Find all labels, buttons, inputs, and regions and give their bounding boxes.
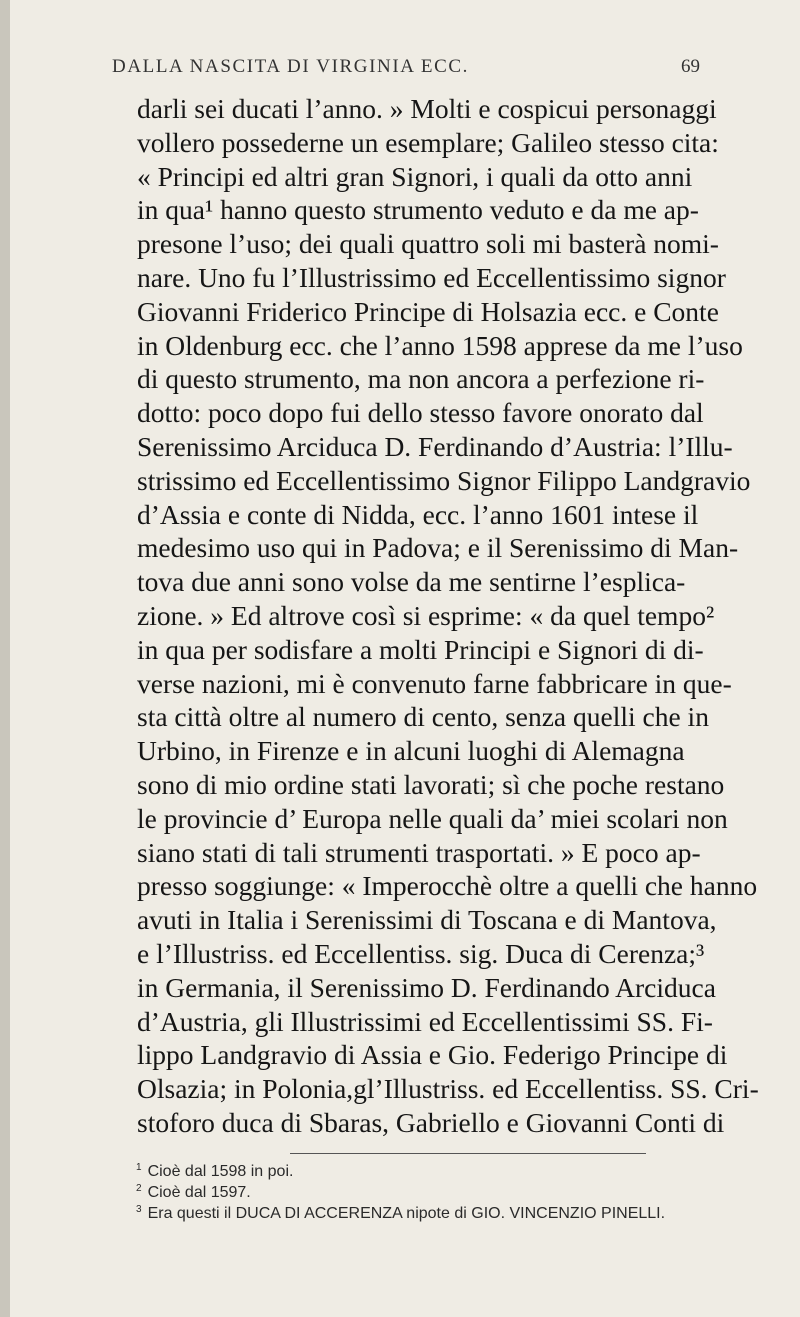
text-line: d’Austria, gli Illustrissimi ed Eccellentissimi SS. Fi- (137, 1005, 713, 1037)
text-line: in qua per sodisfare a molti Principi e Signori di di- (137, 633, 704, 665)
footnote (136, 1199, 796, 1220)
text-line: Olsazia; in Polonia,gl’Illustriss. ed Eccellentiss. SS. Cri- (137, 1073, 759, 1105)
footnote-divider (290, 1153, 646, 1154)
text-line: presone l’uso; dei quali quattro soli mi basterà nomi- (137, 228, 719, 260)
page-number: 69 (681, 56, 700, 77)
running-header (112, 56, 700, 78)
text-line: in Germania, il Serenissimo D. Ferdinando Arciduca (137, 971, 716, 1003)
text-line: zione. » Ed altrove così si esprime: « da quel tempo² (137, 599, 715, 631)
text-line: Serenissimo Arciduca D. Ferdinando d’Austria: l’Illu- (137, 430, 733, 462)
text-line: darli sei ducati l’anno. » Molti e cospicui personaggi (137, 93, 717, 124)
footnote (136, 1157, 796, 1178)
running-title: DALLA NASCITA DI VIRGINIA ECC. (112, 56, 469, 77)
text-line: le provincie d’ Europa nelle quali da’ miei scolari non (137, 802, 728, 834)
text-line: sta città oltre al numero di cento, senza quelli che in (137, 701, 709, 733)
text-line: sono di mio ordine stati lavorati; sì che poche restano (137, 768, 725, 800)
text-line: nare. Uno fu l’Illustrissimo ed Eccellentissimo signor (137, 261, 726, 293)
footnote-text: Cioè dal 1597. (147, 1184, 251, 1201)
text-line: « Principi ed altri gran Signori, i quali da otto anni (137, 160, 693, 192)
text-line: tova due anni sono volse da me sentirne l’esplica- (137, 566, 686, 598)
text-line: Urbino, in Firenze e in alcuni luoghi di Alemagna (137, 735, 685, 767)
footnote-text: Era questi il DUCA DI ACCERENZA nipote di GIO. VINCENZIO PINELLI. (147, 1205, 666, 1222)
footnote-marker: 2 (136, 1183, 142, 1194)
book-page (10, 0, 800, 1317)
text-line: dotto: poco dopo fui dello stesso favore onorato dal (137, 397, 704, 429)
footnote-marker: 1 (136, 1162, 142, 1173)
text-line: Giovanni Friderico Principe di Holsazia ecc. e Conte (137, 295, 719, 327)
text-line: e l’Illustriss. ed Eccellentiss. sig. Duca di Cerenza;³ (137, 937, 705, 969)
text-line: presso soggiunge: « Imperocchè oltre a quelli che hanno (137, 870, 758, 902)
text-line: d’Assia e conte di Nidda, ecc. l’anno 1601 intese il (137, 498, 699, 530)
main-text (137, 92, 792, 1140)
text-line: vollero possederne un esemplare; Galileo stesso cita: (137, 126, 719, 158)
footnote-marker: 3 (136, 1204, 142, 1215)
text-line: siano stati di tali strumenti trasportati. » E poco ap- (137, 836, 701, 868)
footnotes (136, 1157, 796, 1220)
text-line: lippo Landgravio di Assia e Gio. Federigo Principe di (137, 1039, 728, 1071)
text-line: avuti in Italia i Serenissimi di Toscana e di Mantova, (137, 904, 717, 936)
footnote-text: Cioè dal 1598 in poi. (147, 1163, 294, 1180)
text-line: in Oldenburg ecc. che l’anno 1598 apprese da me l’uso (137, 329, 743, 361)
text-line: strissimo ed Eccellentissimo Signor Filippo Landgravio (137, 464, 751, 496)
text-line: di questo strumento, ma non ancora a perfezione ri- (137, 363, 705, 395)
text-line: stoforo duca di Sbaras, Gabriello e Giovanni Conti di (137, 1106, 725, 1138)
footnote (136, 1178, 796, 1199)
text-line: in qua¹ hanno questo strumento veduto e da me ap- (137, 194, 699, 226)
text-line: verse nazioni, mi è convenuto farne fabbricare in que- (137, 667, 732, 699)
text-line: medesimo uso qui in Padova; e il Serenissimo di Man- (137, 532, 739, 564)
